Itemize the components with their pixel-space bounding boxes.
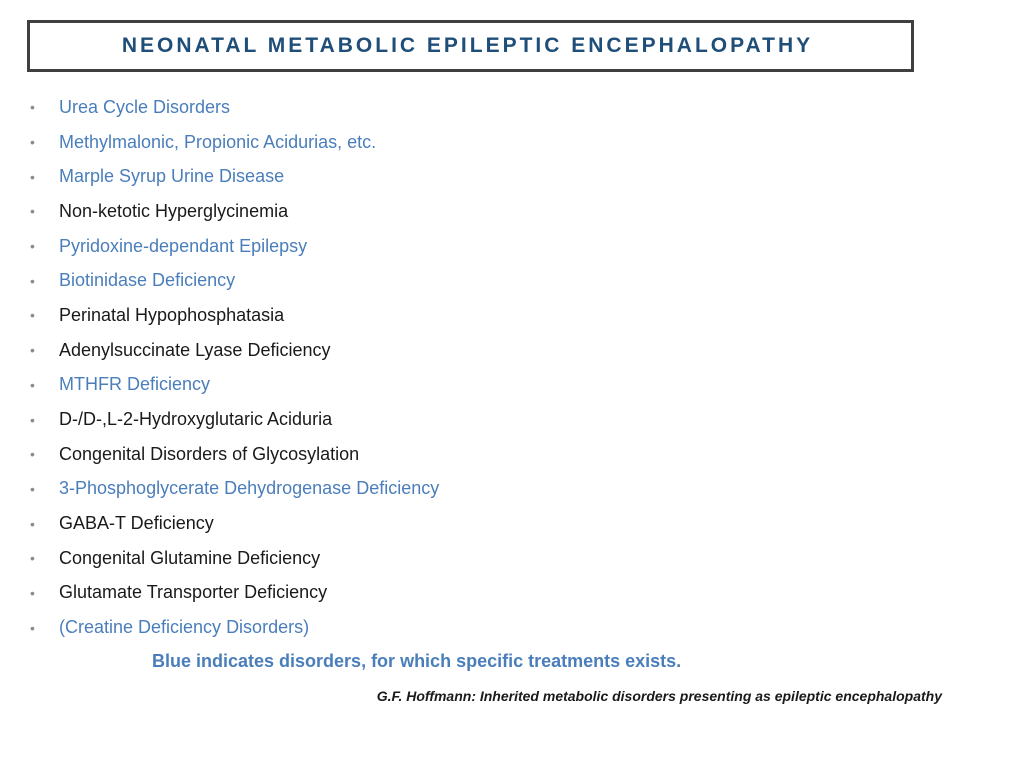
bullet-icon: • [30, 99, 35, 116]
list-item [30, 159, 439, 194]
bullet-icon: • [30, 411, 35, 428]
list-item [30, 472, 439, 507]
list-item [30, 541, 439, 576]
disorder-label: D-/D-,L-2-Hydroxyglutaric Aciduria [59, 409, 333, 430]
bullet-icon: • [30, 550, 35, 567]
bullet-icon: • [30, 203, 35, 220]
bullet-icon: • [30, 342, 35, 359]
disorder-label: Adenylsuccinate Lyase Deficiency [59, 339, 331, 360]
disorder-label: Glutamate Transporter Deficiency [59, 582, 328, 603]
disorder-list [30, 90, 439, 645]
bullet-icon: • [30, 134, 35, 151]
list-item [30, 437, 439, 472]
list-item [30, 576, 439, 611]
disorder-label: Congenital Disorders of Glycosylation [59, 443, 360, 464]
list-item [30, 263, 439, 298]
disorder-label: MTHFR Deficiency [59, 374, 211, 395]
bullet-icon: • [30, 515, 35, 532]
bullet-icon: • [30, 307, 35, 324]
bullet-icon: • [30, 446, 35, 463]
legend-note: Blue indicates disorders, for which specific treatments exists. [152, 651, 682, 671]
bullet-icon: • [30, 584, 35, 601]
disorder-label: 3-Phosphoglycerate Dehydrogenase Deficiency [59, 478, 440, 499]
list-item [30, 125, 439, 160]
disorder-label: Congenital Glutamine Deficiency [59, 547, 321, 568]
bullet-icon: • [30, 480, 35, 497]
list-item [30, 194, 439, 229]
disorder-label: Marple Syrup Urine Disease [59, 166, 285, 187]
list-item [30, 610, 439, 645]
disorder-label: Perinatal Hypophosphatasia [59, 304, 285, 325]
bullet-icon: • [30, 272, 35, 289]
list-item [30, 506, 439, 541]
list-item [30, 298, 439, 333]
list-item [30, 402, 439, 437]
disorder-label: Biotinidase Deficiency [59, 270, 236, 291]
slide-title: NEONATAL METABOLIC EPILEPTIC ENCEPHALOPATHY [121, 34, 814, 57]
list-item [30, 229, 439, 264]
disorder-label: GABA-T Deficiency [59, 513, 214, 534]
bullet-icon: • [30, 619, 35, 636]
disorder-label: Pyridoxine-dependant Epilepsy [59, 235, 308, 256]
bullet-icon: • [30, 376, 35, 393]
list-item [30, 368, 439, 403]
bullet-icon: • [30, 238, 35, 255]
disorder-label: (Creatine Deficiency Disorders) [59, 617, 310, 638]
citation: G.F. Hoffmann: Inherited metabolic disorders presenting as epileptic encephalopathy [376, 688, 942, 704]
list-item [30, 333, 439, 368]
disorder-label: Methylmalonic, Propionic Acidurias, etc. [59, 131, 377, 152]
title-box [27, 20, 914, 72]
disorder-label: Non-ketotic Hyperglycinemia [59, 200, 289, 221]
list-item [30, 90, 439, 125]
bullet-icon: • [30, 168, 35, 185]
disorder-label: Urea Cycle Disorders [59, 96, 231, 117]
